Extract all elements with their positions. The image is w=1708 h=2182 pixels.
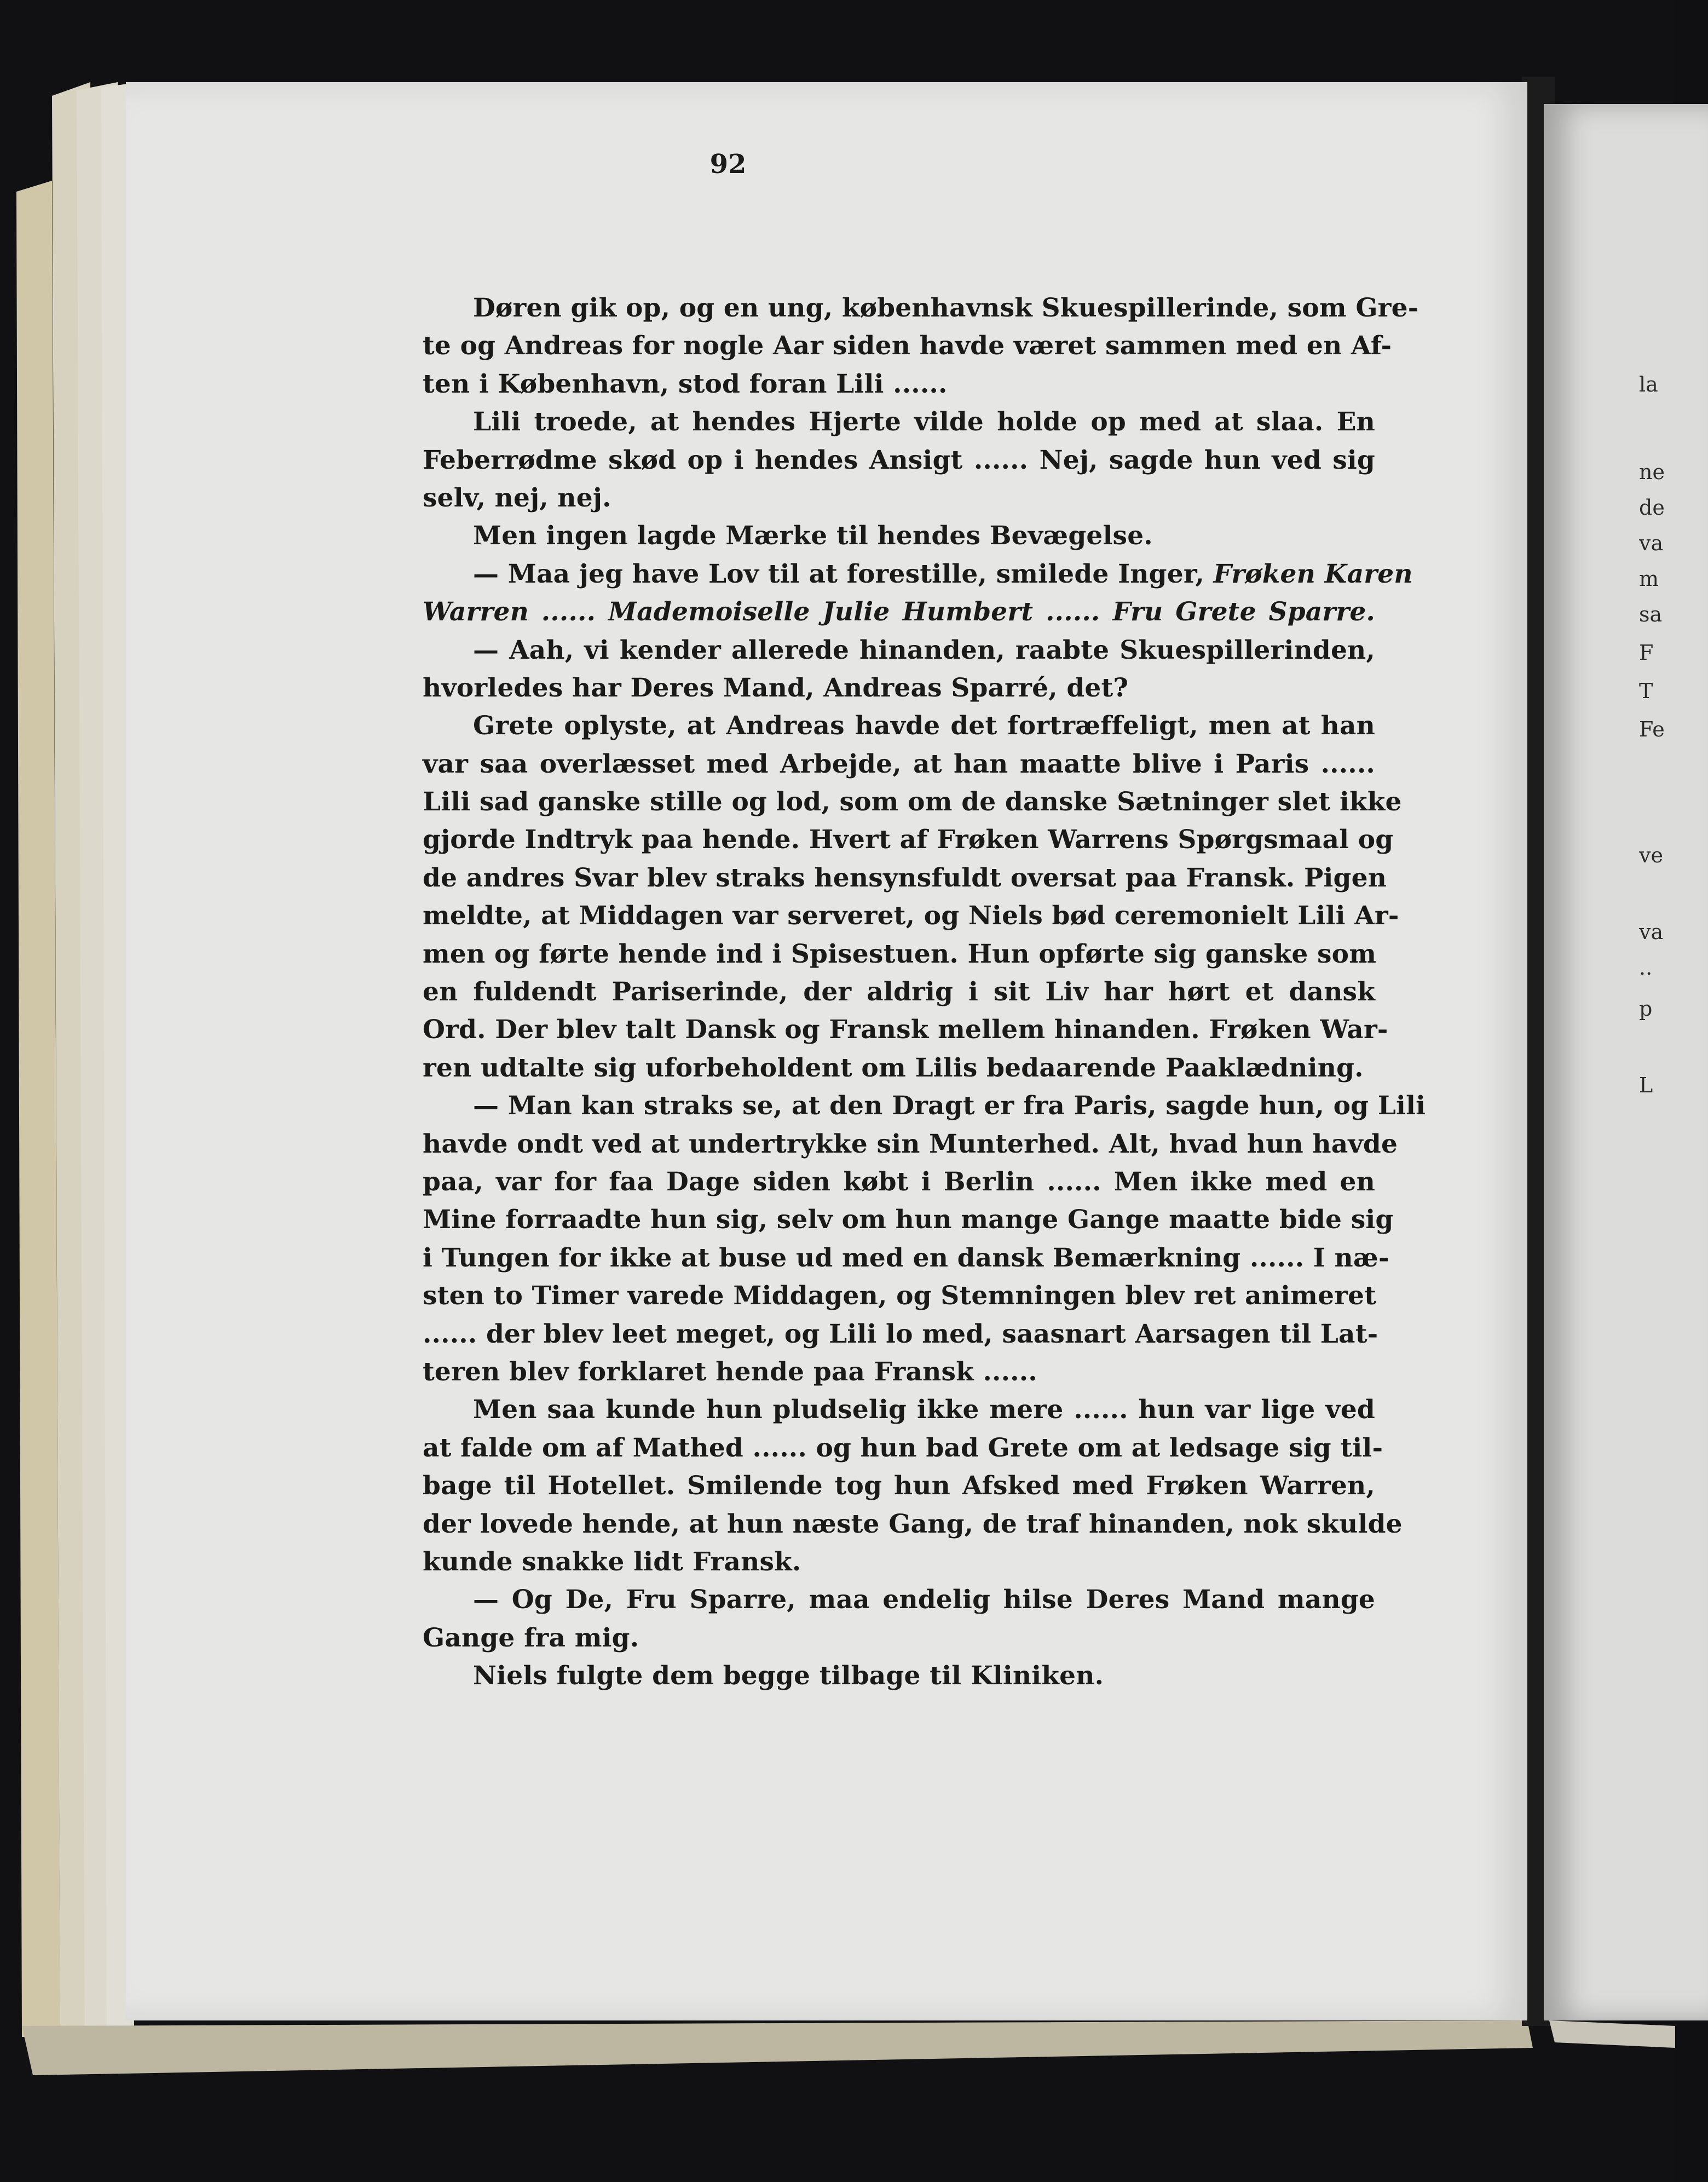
text-line: [423, 1277, 1375, 1315]
text-line-content: var saa overlæsset med Arbejde, at han maatte blive i Paris ......: [423, 749, 1375, 779]
text-line: [423, 631, 1375, 669]
text-line: [423, 517, 1375, 555]
right-page-fragment: T: [1639, 679, 1653, 703]
text-line: [423, 1011, 1388, 1049]
text-line: [423, 1353, 1375, 1391]
text-line: [423, 365, 1375, 403]
text-line: [423, 669, 1375, 707]
text-line: [423, 707, 1375, 745]
text-line: [423, 1163, 1375, 1201]
text-line: [423, 441, 1375, 479]
text-line-content: Døren gik op, og en ung, københavnsk Skuespillerinde, som Gre-: [473, 293, 1419, 323]
right-page-fragment: sa: [1639, 602, 1663, 626]
right-page-fragment: p: [1639, 997, 1653, 1021]
text-line-content: Feberrødme skød op i hendes Ansigt ...... Nej, sagde hun ved sig: [423, 445, 1375, 475]
text-line-content: Gange fra mig.: [423, 1622, 639, 1653]
text-line: [423, 1087, 1426, 1125]
text-line: [423, 1125, 1398, 1163]
text-line-content: te og Andreas for nogle Aar siden havde været sammen med en Af-: [423, 331, 1392, 361]
right-page-fragment: ..: [1639, 955, 1653, 980]
text-line-content: paa, var for faa Dage siden købt i Berlin ...... Men ikke med en: [423, 1166, 1375, 1197]
body-text: [423, 289, 1426, 1695]
text-line-content: at falde om af Mathed ...... og hun bad Grete om at ledsage sig til-: [423, 1432, 1383, 1463]
text-line: [423, 859, 1387, 897]
text-line: [423, 935, 1375, 973]
text-line-content: ten i København, stod foran Lili ......: [423, 369, 948, 399]
text-line-content: Men ingen lagde Mærke til hendes Bevægelse.: [473, 521, 1153, 551]
right-page-fragment: de: [1639, 496, 1665, 520]
text-line: [423, 403, 1375, 441]
text-line-content: men og førte hende ind i Spisestuen. Hun opførte sig ganske som: [423, 939, 1377, 969]
text-line-content: Lili troede, at hendes Hjerte vilde holde op med at slaa. En: [473, 407, 1375, 437]
text-line: [423, 973, 1375, 1011]
text-line-content: sten to Timer varede Middagen, og Stemningen blev ret animeret: [423, 1281, 1377, 1311]
right-page-fragment: F: [1639, 641, 1654, 665]
right-page-fragment: va: [1639, 531, 1664, 555]
text-line-content: — Aah, vi kender allerede hinanden, raabte Skuespillerinden,: [473, 635, 1375, 665]
text-line-content: hvorledes har Deres Mand, Andreas Sparré, det?: [423, 672, 1129, 703]
text-line-content: Lili sad ganske stille og lod, som om de danske Sætninger slet ikke: [423, 787, 1402, 817]
text-line-content: — Maa jeg have Lov til at forestille, smilede Inger,: [473, 559, 1214, 589]
text-line: [423, 821, 1394, 859]
text-line: [423, 1201, 1394, 1239]
text-line-content: teren blev forklaret hende paa Fransk ......: [423, 1356, 1037, 1387]
text-line: [423, 327, 1392, 365]
text-line-content: kunde snakke lidt Fransk.: [423, 1546, 801, 1577]
text-line-content: Ord. Der blev talt Dansk og Fransk mellem hinanden. Frøken War-: [423, 1015, 1388, 1045]
text-line-italic: Warren ...... Mademoiselle Julie Humbert ...... Fru Grete Sparre.: [423, 597, 1375, 627]
text-line-content: en fuldendt Pariserinde, der aldrig i sit Liv har hørt et dansk: [423, 977, 1375, 1007]
text-line: [423, 783, 1402, 821]
text-line: [423, 1239, 1389, 1277]
right-page-fragment: Fe: [1639, 717, 1665, 741]
text-line: [423, 1429, 1383, 1467]
text-line-content: gjorde Indtryk paa hende. Hvert af Frøken Warrens Spørgsmaal og: [423, 825, 1394, 855]
text-line: [423, 897, 1399, 935]
page-number: 92: [709, 149, 747, 180]
text-line: [423, 1543, 1375, 1581]
right-page-fragment: ne: [1639, 460, 1665, 484]
text-line: [423, 1581, 1375, 1619]
text-line: [423, 1391, 1375, 1429]
text-line-content: i Tungen for ikke at buse ud med en dansk Bemærkning ...... I næ-: [423, 1242, 1389, 1273]
right-page-fragment: va: [1639, 920, 1664, 944]
text-line: [423, 1467, 1375, 1505]
right-page-fragment: L: [1639, 1073, 1653, 1097]
text-line-content: Men saa kunde hun pludselig ikke mere ...... hun var lige ved: [473, 1395, 1375, 1425]
text-line: [423, 1505, 1403, 1543]
text-line: [423, 555, 1413, 593]
text-line-content: ren udtalte sig uforbeholdent om Lilis bedaarende Paaklædning.: [423, 1052, 1364, 1083]
text-line-italic: Frøken Karen: [1213, 559, 1413, 589]
text-line: [423, 1657, 1375, 1695]
text-line-content: ...... der blev leet meget, og Lili lo med, saasnart Aarsagen til Lat-: [423, 1319, 1378, 1349]
text-line-content: Niels fulgte dem begge tilbage til Kliniken.: [473, 1661, 1104, 1691]
text-line-content: bage til Hotellet. Smilende tog hun Afsked med Frøken Warren,: [423, 1471, 1375, 1501]
text-line: [423, 479, 1375, 517]
text-line: [423, 1315, 1378, 1353]
right-page-fragment: ve: [1639, 843, 1663, 867]
text-line: [423, 593, 1375, 631]
text-line: [423, 1619, 1375, 1657]
text-line-content: der lovede hende, at hun næste Gang, de traf hinanden, nok skulde: [423, 1509, 1403, 1539]
text-line: [423, 289, 1419, 327]
text-line-content: selv, nej, nej.: [423, 482, 611, 513]
text-line-content: Grete oplyste, at Andreas havde det fortræffeligt, men at han: [473, 711, 1375, 741]
text-line: [423, 1049, 1375, 1087]
right-page: [1544, 104, 1708, 2020]
text-line-content: havde ondt ved at undertrykke sin Munterhed. Alt, hvad hun havde: [423, 1129, 1398, 1159]
right-page-fragment: la: [1639, 372, 1658, 396]
text-line-content: — Og De, Fru Sparre, maa endelig hilse Deres Mand mange: [473, 1585, 1375, 1615]
text-line: [423, 745, 1375, 783]
text-line-content: meldte, at Middagen var serveret, og Niels bød ceremonielt Lili Ar-: [423, 901, 1399, 931]
text-line-content: Mine forraadte hun sig, selv om hun mange Gange maatte bide sig: [423, 1205, 1394, 1235]
text-line-content: de andres Svar blev straks hensynsfuldt oversat paa Fransk. Pigen: [423, 862, 1387, 893]
right-page-fragment: m: [1639, 567, 1659, 591]
text-line-content: — Man kan straks se, at den Dragt er fra Paris, sagde hun, og Lili: [473, 1091, 1426, 1121]
